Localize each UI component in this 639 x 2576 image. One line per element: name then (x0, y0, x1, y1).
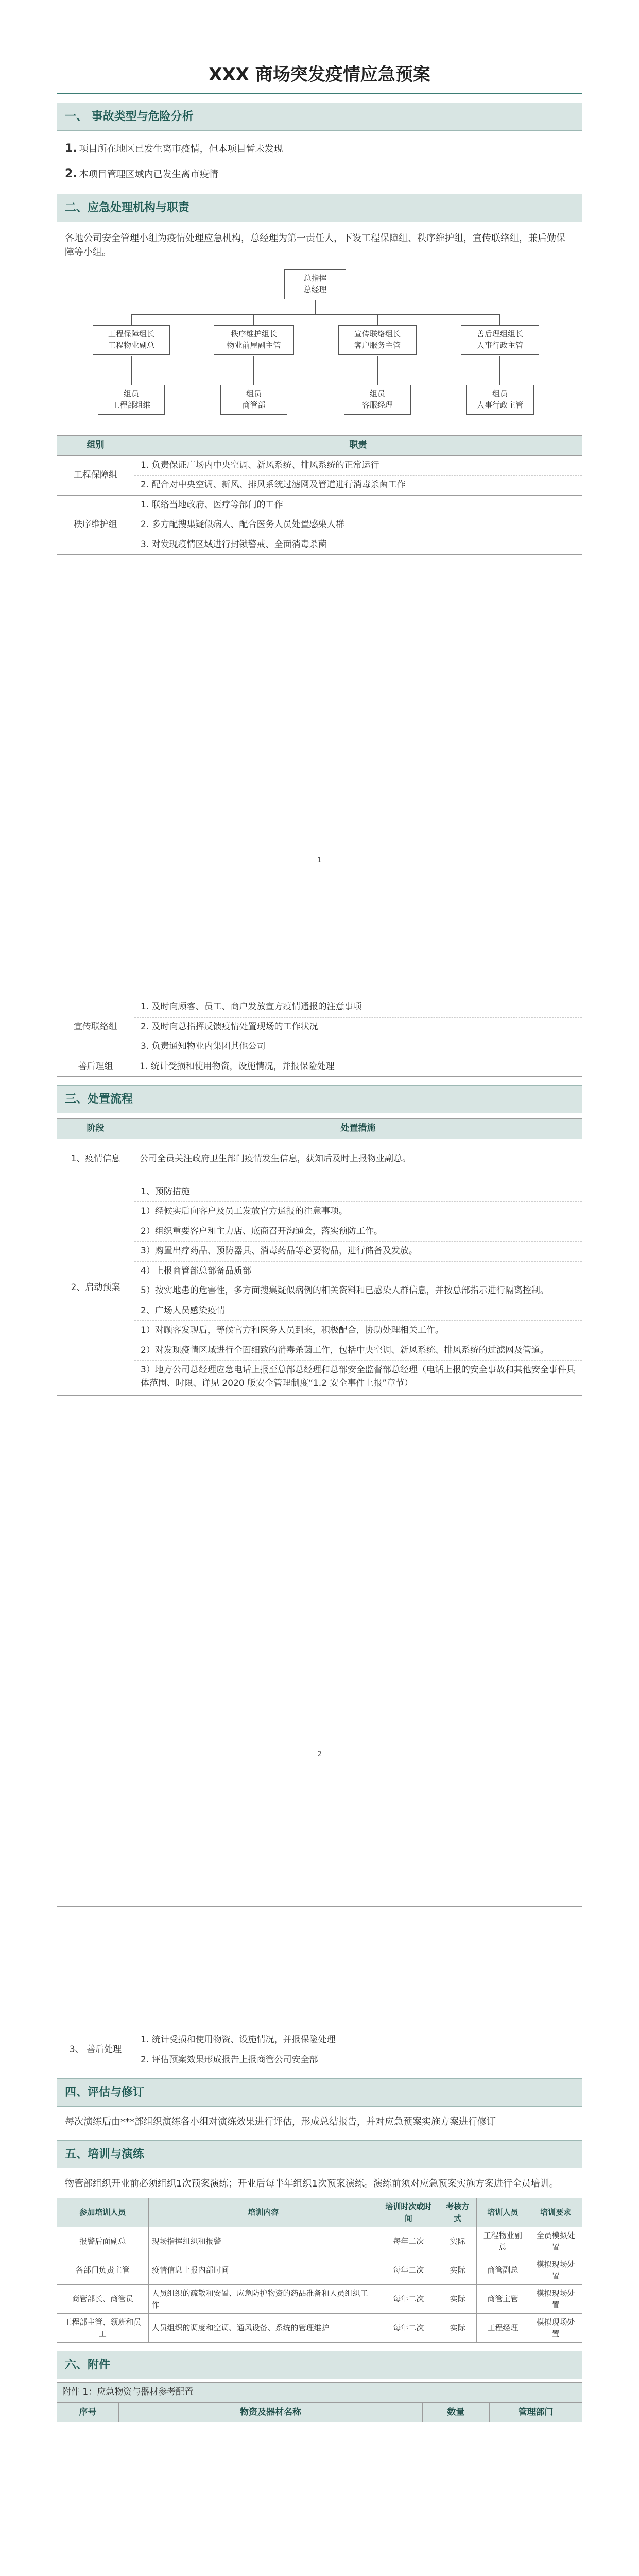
section-heading-attachments: 六、附件 (57, 2351, 582, 2379)
table-cell: 工程经理 (476, 2314, 529, 2343)
section-heading-risk: 一、 事故类型与危险分析 (57, 103, 582, 131)
org-box-aftermath: 善后理组组长 人事行政主管 (461, 325, 539, 355)
table-row (57, 2285, 582, 2314)
group-name: 工程保障组 (57, 455, 134, 495)
risk-item-1 (57, 136, 582, 161)
table-row (57, 1180, 582, 1396)
org-top-box: 总指挥 总经理 (284, 269, 346, 299)
duty-item: 1. 统计受损和使用物资，设施情况，并报保险处理 (134, 1057, 582, 1077)
table-row (57, 1139, 582, 1180)
table-cell: 模拟现场处置 (529, 2285, 582, 2314)
org-chart (57, 266, 582, 431)
column-header: 组别 (57, 436, 134, 456)
connector (377, 356, 378, 385)
page-number: 2 (317, 1750, 322, 1758)
measure-step: 2、广场人员感染疫情 (134, 1301, 582, 1321)
table-row (57, 495, 582, 555)
page-2 (57, 997, 582, 1396)
connector (315, 300, 316, 314)
org-member-aftermath: 组员 人事行政主管 (466, 385, 534, 415)
table-cell: 人员组织的调度和空调、通风设备、系统的管理维护 (148, 2314, 378, 2343)
table-cell: 报警后面副总 (57, 2227, 149, 2256)
stage-name: 2、启动预案 (57, 1180, 134, 1396)
table-cell: 全员模拟处置 (529, 2227, 582, 2256)
measure-step: 2. 评估预案效果形成报告上报商管公司安全部 (141, 2054, 318, 2065)
org-box-order: 秩序维护组长 物业前屋副主管 (214, 325, 294, 355)
table-row (57, 2227, 582, 2256)
table-cell: 每年二次 (378, 2285, 439, 2314)
group-name: 善后理组 (57, 1057, 134, 1077)
column-header: 参加培训人员 (57, 2198, 149, 2227)
column-header: 职责 (134, 436, 582, 456)
column-header: 管理部门 (490, 2402, 582, 2422)
risk-item-2 (57, 161, 582, 187)
measure-step: 5）按实地患的危害性，多方面搜集疑似病例的相关资料和已感染人群信息，并按总部指示进行隔离控制。 (134, 1281, 582, 1301)
measure-step: 1）对顾客发现后，等候官方和医务人员到来，积极配合，协助处理相关工作。 (134, 1321, 582, 1341)
process-table (57, 1118, 582, 1396)
process-table-continued (57, 1906, 582, 2070)
measure-step: 3）地方公司总经理应急电话上报至总部总经理和总部安全监督部总经理（电话上报的安全事故和其他安全事件具体范围、时限、详见 2020 版安全管理制度“1.2 安全事件上报”章节） (141, 1365, 575, 1388)
org-intro: 各地公司安全管理小组为疫情处理应急机构，总经理为第一责任人，下设工程保障组、秩序维护组，宣传联络组，兼后勤保障等小组。 (65, 233, 565, 258)
column-header: 培训要求 (529, 2198, 582, 2227)
table-cell: 实际 (439, 2285, 476, 2314)
table-row (57, 1907, 582, 2030)
training-intro: 物管部组织开业前必须组织1次预案演练；开业后每半年组织1次预案演练。演练前须对应急预案实施方案进行全员培训。 (65, 2178, 559, 2189)
page-1 (57, 57, 582, 555)
duty-table-continued (57, 997, 582, 1077)
table-row (57, 1057, 582, 1077)
table-cell: 工程物业副总 (476, 2227, 529, 2256)
document-title: XXX 商场突发疫情应急预案 (57, 57, 582, 94)
measure-step: 2）组织重要客户和主力店、底商召开沟通会，落实预防工作。 (134, 1222, 582, 1242)
table-cell: 商管部长、商管员 (57, 2285, 149, 2314)
column-header: 考核方式 (439, 2198, 476, 2227)
org-box-publicity: 宣传联络组长 客户服务主管 (338, 325, 417, 355)
column-header: 培训时次或时间 (378, 2198, 439, 2227)
column-header: 培训人员 (476, 2198, 529, 2227)
measure-step: 1、预防措施 (134, 1182, 582, 1202)
attachment-1-title: 附件 1：应急物资与器材参考配置 (57, 2383, 582, 2403)
section-heading-process: 三、处置流程 (57, 1085, 582, 1113)
risk-item-text: 项目所在地区已发生离市疫情，但本项目暂未发现 (79, 144, 283, 155)
table-cell: 商管主管 (476, 2285, 529, 2314)
connector (131, 314, 132, 325)
duty-item: 3. 对发现疫情区域进行封锁警戒、全面消毒杀菌 (141, 539, 327, 550)
measure-step: 1）经候实后向客户及员工发放官方通报的注意事项。 (134, 1202, 582, 1222)
duty-item: 2. 配合对中央空调、新风、排风系统过滤网及管道进行消毒杀菌工作 (141, 480, 406, 490)
duty-item: 2. 多方配搜集疑似病人、配合医务人员处置感染人群 (134, 515, 582, 535)
org-box-engineering: 工程保障组长 工程物业副总 (93, 325, 170, 355)
column-header: 物资及器材名称 (119, 2402, 423, 2422)
table-cell: 每年二次 (378, 2227, 439, 2256)
connector (131, 356, 132, 385)
table-cell: 工程部主管、领班和员工 (57, 2314, 149, 2343)
group-name: 秩序维护组 (57, 495, 134, 555)
connector (253, 314, 254, 325)
risk-item-num: 2. (65, 167, 77, 180)
measure-step-continued (140, 1910, 577, 1927)
stage-name: 3、 善后处理 (57, 2030, 134, 2070)
attachment-1-table (57, 2382, 582, 2422)
stage-measure: 公司全员关注政府卫生部门疫情发生信息，获知后及时上报物业副总。 (134, 1139, 582, 1180)
table-cell: 人员组织的疏散和安置、应急防护物资的药品准备和人员组织工作 (148, 2285, 378, 2314)
column-header: 处置措施 (134, 1119, 582, 1139)
duty-item: 1. 及时向顾客、员工、商户发放宣方疫情通报的注意事项 (134, 997, 582, 1018)
stage-name: 1、疫情信息 (57, 1139, 134, 1180)
page-number: 1 (317, 856, 322, 865)
table-cell: 模拟现场处置 (529, 2256, 582, 2285)
measure-step: 1. 统计受损和使用物资、设施情况，并报保险处理 (134, 2030, 582, 2050)
connector (499, 314, 500, 325)
connector (131, 314, 500, 315)
review-text: 每次演练后由***部组织演练各小组对演练效果进行评估，形成总结报告，并对应急预案实施方案进行修订 (65, 2116, 496, 2127)
measure-step: 4）上报商管部总部备品质部 (134, 1262, 582, 1282)
table-row (57, 997, 582, 1057)
risk-item-num: 1. (65, 142, 77, 155)
duty-item: 2. 及时向总指挥反馈疫情处置现场的工作状况 (134, 1018, 582, 1038)
table-cell: 现场指挥组织和报警 (148, 2227, 378, 2256)
column-header: 数量 (423, 2402, 490, 2422)
table-row (57, 2030, 582, 2070)
org-member-publicity: 组员 客服经理 (344, 385, 411, 415)
table-cell: 实际 (439, 2227, 476, 2256)
connector (253, 356, 254, 385)
duty-item: 1. 负责保证广场内中央空调、新风系统、排风系统的正常运行 (134, 456, 582, 476)
table-cell: 实际 (439, 2256, 476, 2285)
connector (377, 314, 378, 325)
table-cell: 商管副总 (476, 2256, 529, 2285)
measure-step: 3）购置出疗药品、预防器具、消毒药品等必要物品，进行储备及发放。 (134, 1242, 582, 1262)
table-cell: 实际 (439, 2314, 476, 2343)
duty-item: 3. 负责通知物业内集团其他公司 (141, 1041, 266, 1052)
org-member-order: 组员 商管部 (220, 385, 287, 415)
column-header: 阶段 (57, 1119, 134, 1139)
column-header: 培训内容 (148, 2198, 378, 2227)
table-cell: 疫情信息上报内部时间 (148, 2256, 378, 2285)
training-table (57, 2198, 582, 2343)
measure-step: 2）对发现疫情区域进行全面细致的消毒杀菌工作，包括中央空调、新风系统、排风系统的过滤网及管道。 (134, 1341, 582, 1361)
table-row (57, 455, 582, 495)
section-heading-training: 五、培训与演练 (57, 2140, 582, 2168)
risk-item-text: 本项目管理区域内已发生离市疫情 (79, 169, 218, 180)
group-name: 宣传联络组 (57, 997, 134, 1057)
section-heading-org: 二、应急处理机构与职责 (57, 194, 582, 222)
connector (499, 356, 500, 385)
table-cell: 每年二次 (378, 2256, 439, 2285)
table-cell: 每年二次 (378, 2314, 439, 2343)
page-3 (57, 1906, 582, 2422)
table-row (57, 2256, 582, 2285)
column-header: 序号 (57, 2402, 119, 2422)
table-row (57, 2314, 582, 2343)
table-cell: 各部门负责主管 (57, 2256, 149, 2285)
duty-table (57, 435, 582, 555)
org-member-engineering: 组员 工程部组维 (98, 385, 165, 415)
duty-item: 1. 联络当地政府、医疗等部门的工作 (134, 496, 582, 516)
table-cell: 模拟现场处置 (529, 2314, 582, 2343)
section-heading-review: 四、评估与修订 (57, 2078, 582, 2107)
